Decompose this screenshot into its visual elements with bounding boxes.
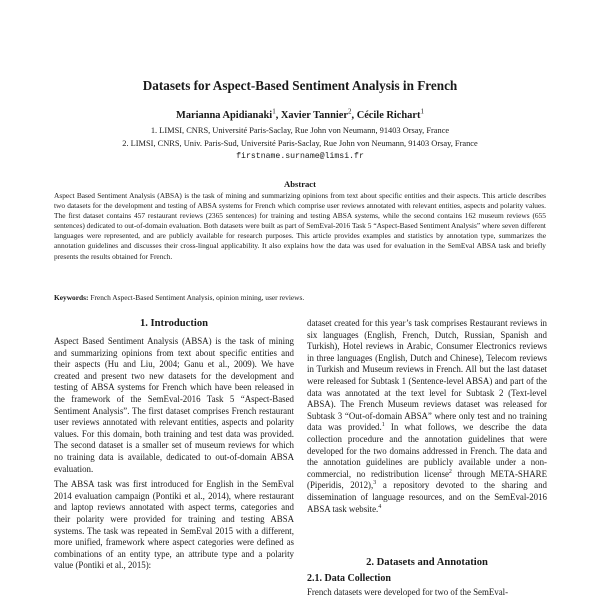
keywords-label: Keywords: (54, 293, 89, 302)
paragraph: Aspect Based Sentiment Analysis (ABSA) is the task of mining and summarizing opinions from text about specific entities and their aspects (Hu and Liu, 2004; Ganu et al., 2009). We have created and present two new datasets for the development and testing of ABSA systems for French which have been released in the framework of the SemEval-2016 Task 5 “Aspect-Based Sentiment Analysis”. The first dataset comprises French restaurant user reviews annotated with relevant entities, aspects and polarity values. For this domain, both training and test data was provided. The second dataset is a smaller set of museum reviews for which no training data is available, dedicated to out-of-domain ABSA evaluation. (54, 336, 294, 474)
paragraph: The ABSA task was first introduced for English in the SemEval 2014 evaluation campaign (Pontiki et al., 2014), where restaurant and laptop reviews annotated with aspect terms, categories and their polarity were provided for training and testing ABSA systems. The task was repeated in SemEval 2015 with a different, more unified, framework where aspect categories were defined as combinations of an entity type, an attribute type and a polarity value (Pontiki et al., 2015): (54, 479, 294, 571)
affiliation-mark: 1 (420, 107, 424, 116)
paragraph: French datasets were developed for two of the SemEval- (307, 587, 509, 597)
section-heading-datasets: 2. Datasets and Annotation (366, 557, 488, 568)
footnote-marker: 4 (378, 503, 382, 510)
paper-title: Datasets for Aspect-Based Sentiment Analysis in French (142, 78, 458, 93)
footnote-marker: 2 (448, 468, 452, 475)
author-name: Marianna Apidianaki (176, 110, 273, 121)
subsection-heading-data-collection: 2.1. Data Collection (307, 573, 391, 584)
keywords-text: French Aspect-Based Sentiment Analysis, opinion mining, user reviews. (88, 293, 305, 302)
author-separator: , (275, 110, 281, 121)
abstract-body: Aspect Based Sentiment Analysis (ABSA) is the task of mining and summarizing opinions from text about specific entities and their aspects. This article describes two datasets for the development and testing of ABSA systems for French which comprise user reviews annotated with relevant entities, aspects and polarity values. The first dataset contains 457 restaurant reviews (2365 sentences) for training and testing ABSA systems, while the second contains 162 museum reviews (655 sentences) dedicated to out-of-domain evaluation. Both datasets were built as part of SemEval-2016 Task 5 “Aspect-Based Sentiment Analysis” where seven different languages were represented, and are publicly available for research purposes. This article provides examples and statistics by annotation type, summarizes the annotation guidelines and discusses their cross-lingual applicability. It also explains how the data was used for evaluation in the SemEval ABSA task and briefly presents the results obtained for French. (54, 191, 546, 261)
paragraph-text: through META-SHARE (Piperidis, 2012), (307, 468, 547, 491)
author-name: Xavier Tannier (280, 110, 348, 121)
right-column (307, 318, 547, 515)
keywords-line (54, 293, 546, 303)
footnote-marker: 3 (373, 480, 377, 487)
author-name: Cécile Richart (356, 110, 421, 121)
affiliation-line: 1. LIMSI, CNRS, Université Paris-Saclay, Rue John von Neumann, 91403 Orsay, France (150, 126, 450, 135)
footnote-marker: 1 (381, 422, 385, 429)
affiliation-line: 2. LIMSI, CNRS, Univ. Paris-Sud, Université Paris-Saclay, Rue John von Neumann, 91403 Orsay, France (122, 139, 478, 148)
author-email: firstname.surname@limsi.fr (236, 152, 364, 161)
paragraph-text: In what follows, we describe the data collection procedure and the annotation guidelines that were developed for the two domains addressed in French. The data and the annotation guidelines are publicly available under a non-commercial, no redistribution license (307, 422, 547, 479)
paragraph (307, 318, 547, 515)
paragraph-text: dataset created for this year’s task comprises Restaurant reviews in six languages (English, French, Dutch, Russian, Spanish and Turkish), Hotel reviews in Arabic, Consumer Electronics reviews in three languages (English, Dutch and Chinese), Telecom reviews in Turkish and Museum reviews in French. All but the last dataset were released for Subtask 1 (Sentence-level ABSA) and part of the data was annotated at the text level for Subtask 2 (Text-level ABSA). The French Museum reviews dataset was released for Subtask 3 “Out-of-domain ABSA” where only test and no training data was provided. (307, 318, 547, 433)
author-list (0, 107, 600, 121)
affiliation-mark: 2 (347, 107, 352, 116)
section-heading-introduction: 1. Introduction (139, 318, 209, 329)
left-column (54, 336, 294, 572)
author-separator: , (351, 110, 357, 121)
abstract-heading: Abstract (284, 179, 316, 189)
affiliation-mark: 1 (272, 107, 276, 116)
paragraph-text: a repository devoted to the sharing and dissemination of language resources, and on the SemEval-2016 ABSA task website. (307, 480, 547, 514)
